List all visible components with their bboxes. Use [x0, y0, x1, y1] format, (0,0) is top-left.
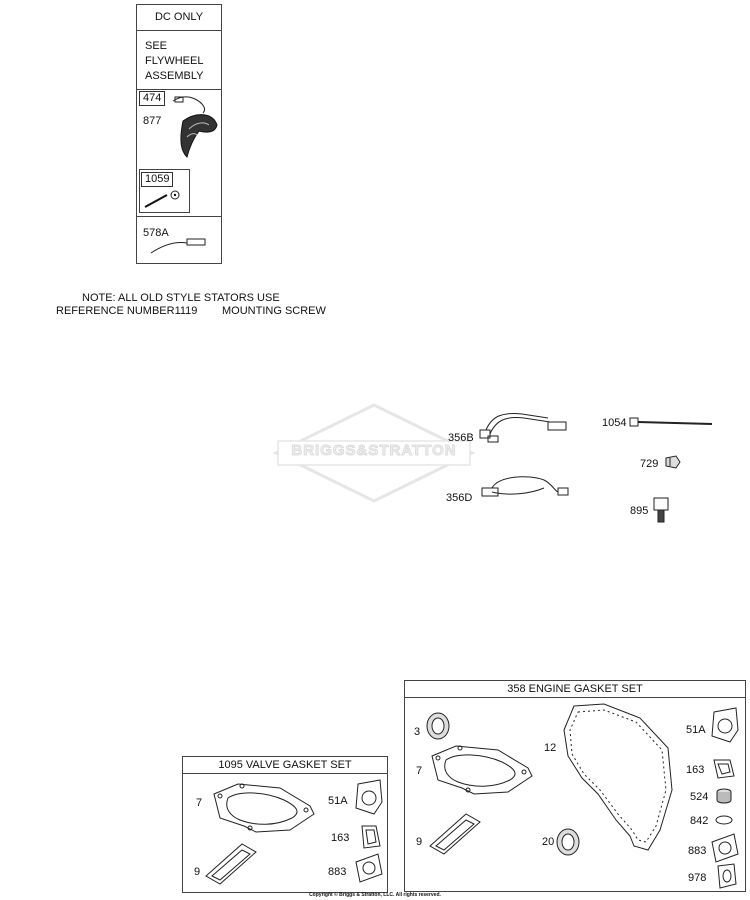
engine-ref-51a[interactable]: 51A	[686, 724, 706, 736]
engine-ref-12[interactable]: 12	[544, 742, 557, 754]
valve-gasket-51a	[352, 778, 386, 818]
dc-only-title: DC ONLY	[154, 11, 204, 23]
dc-only-divider-1	[137, 30, 221, 31]
engine-gasket-51a	[708, 706, 742, 746]
part-ref-356d[interactable]: 356D	[446, 492, 473, 504]
engine-gasket-163	[708, 756, 738, 782]
valve-ref-51a[interactable]: 51A	[328, 795, 348, 807]
note-line-2b: MOUNTING SCREW	[222, 305, 326, 317]
part-ref-877[interactable]: 877	[143, 115, 162, 127]
part-ref-578a[interactable]: 578A	[143, 227, 169, 239]
valve-gasket-883	[352, 852, 386, 886]
engine-seal-524	[712, 786, 736, 806]
part-ref-356b[interactable]: 356B	[448, 432, 474, 444]
note-line-1: NOTE: ALL OLD STYLE STATORS USE	[82, 292, 280, 304]
engine-ref-883[interactable]: 883	[688, 845, 707, 857]
valve-ref-883[interactable]: 883	[328, 866, 347, 878]
engine-gasket-883	[708, 832, 742, 866]
engine-ref-842[interactable]: 842	[690, 815, 709, 827]
engine-ref-20[interactable]: 20	[542, 836, 555, 848]
valve-cover-gasket	[202, 838, 262, 888]
see-line-1: SEE	[145, 40, 168, 52]
valve-ref-7[interactable]: 7	[196, 797, 203, 809]
part-ref-1059[interactable]: 1059	[141, 172, 173, 187]
copyright-text: Copyright © Briggs & Stratton, LLC. All rights reserved.	[309, 892, 441, 898]
engine-ref-524[interactable]: 524	[690, 791, 709, 803]
engine-oil-seal-3	[424, 706, 454, 746]
engine-oil-seal-20	[554, 822, 584, 862]
stator-illustration	[137, 89, 223, 169]
engine-ref-3[interactable]: 3	[414, 726, 421, 738]
note-line-2a: REFERENCE NUMBER1119	[56, 305, 198, 317]
part-ref-1054[interactable]: 1054	[602, 417, 627, 429]
valve-ref-9[interactable]: 9	[194, 866, 201, 878]
clip-729-drawing	[662, 452, 686, 472]
see-flywheel-text	[145, 39, 204, 84]
engine-valve-cover-gasket	[426, 808, 486, 858]
see-line-2: FLYWHEEL	[145, 55, 204, 67]
harness-356d-drawing	[478, 470, 578, 510]
valve-gasket-set-title: 1095 VALVE GASKET SET	[183, 757, 387, 774]
watermark-text: BRIGGS&STRATTON	[291, 442, 457, 459]
valve-ref-163[interactable]: 163	[331, 832, 350, 844]
dc-only-panel	[136, 4, 222, 264]
lead-wire-icon	[137, 231, 223, 261]
part-ref-474[interactable]: 474	[139, 91, 165, 106]
cable-tie-drawing	[628, 414, 718, 434]
engine-ref-163[interactable]: 163	[686, 764, 705, 776]
valve-cylinder-head-gasket	[210, 780, 320, 840]
switch-895-drawing	[650, 496, 674, 526]
valve-gasket-163	[354, 822, 384, 852]
dc-only-divider-3	[137, 216, 221, 217]
engine-ref-978[interactable]: 978	[688, 872, 707, 884]
engine-gasket-978	[712, 862, 742, 892]
engine-oring-842	[714, 812, 738, 828]
harness-356b-drawing	[478, 406, 578, 446]
part-ref-895[interactable]: 895	[630, 505, 649, 517]
part-ref-729[interactable]: 729	[640, 458, 659, 470]
engine-gasket-set-title: 358 ENGINE GASKET SET	[405, 681, 745, 698]
engine-cylinder-head-gasket	[428, 742, 538, 802]
engine-ref-9[interactable]: 9	[416, 836, 423, 848]
screw-washer-icon	[141, 185, 191, 215]
engine-ref-7[interactable]: 7	[416, 765, 423, 777]
see-line-3: ASSEMBLY	[145, 70, 204, 82]
